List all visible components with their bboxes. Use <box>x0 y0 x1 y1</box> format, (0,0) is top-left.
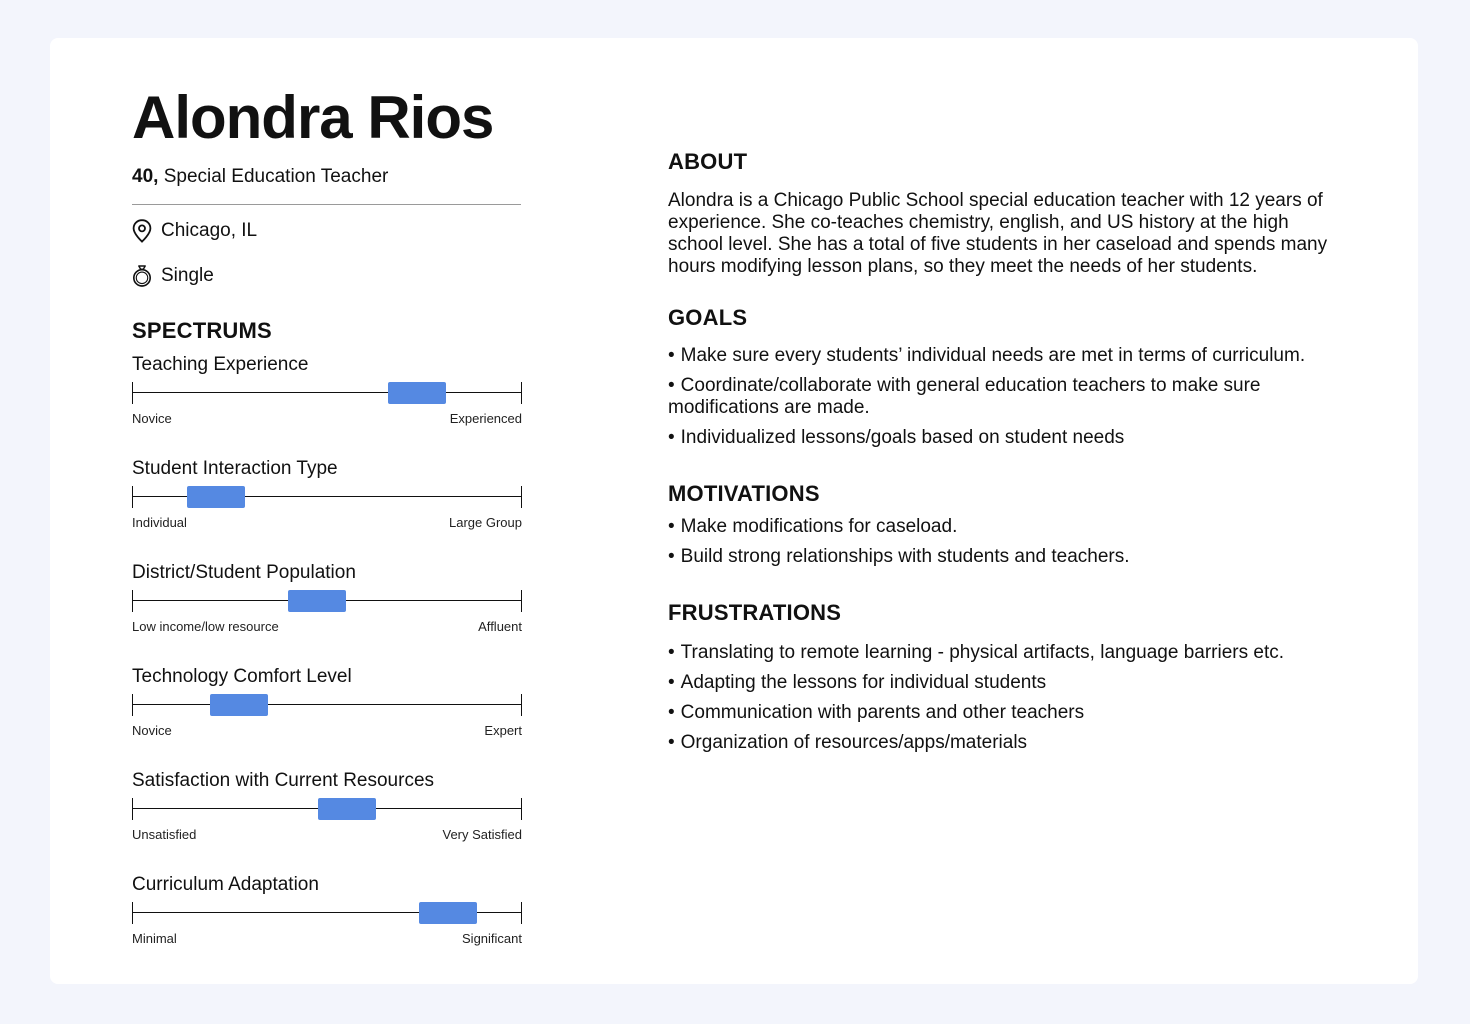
spectrum-track <box>132 798 522 820</box>
map-pin-icon <box>132 218 152 244</box>
spectrum-item <box>132 562 522 648</box>
goals-list <box>668 345 1338 457</box>
spectrum-right-label: Very Satisfied <box>442 827 522 842</box>
spectrum-track <box>132 486 522 508</box>
spectrum-left-label: Unsatisfied <box>132 827 197 842</box>
spectrum-tick-start <box>132 486 133 508</box>
about-title: ABOUT <box>668 149 748 174</box>
bullet-icon: • <box>668 672 675 693</box>
spectrum-ends <box>132 827 522 843</box>
spectrum-tick-end <box>521 486 522 508</box>
spectrum-ends <box>132 515 522 531</box>
location-row <box>132 218 257 244</box>
frustrations-item-text: Adapting the lessons for individual students <box>680 672 1047 693</box>
about-text: Alondra is a Chicago Public School special education teacher with 12 years of experience. She co-teaches chemistry, english, and US history at the high school level. She has a total of five students in her caseload and spends many hours modifying lesson plans, so they meet the needs of her students. <box>668 190 1328 277</box>
spectrum-left-label: Novice <box>132 723 172 738</box>
spectrum-item <box>132 458 522 544</box>
spectrum-item <box>132 770 522 856</box>
frustrations-item <box>668 732 1338 754</box>
status-text: Single <box>161 265 214 286</box>
spectrum-label: Satisfaction with Current Resources <box>132 770 435 791</box>
spectrum-ends <box>132 723 522 739</box>
goals-item-text: Individualized lessons/goals based on student needs <box>680 427 1125 448</box>
goals-item <box>668 427 1338 449</box>
frustrations-item <box>668 672 1338 694</box>
spectrum-marker <box>187 486 245 508</box>
spectrums-title: SPECTRUMS <box>132 318 272 343</box>
motivations-item-text: Make modifications for caseload. <box>680 516 958 537</box>
spectrum-left-label: Low income/low resource <box>132 619 279 634</box>
spectrum-tick-end <box>521 902 522 924</box>
spectrum-track <box>132 590 522 612</box>
spectrum-tick-start <box>132 694 133 716</box>
spectrum-marker <box>288 590 346 612</box>
spectrum-line <box>132 392 522 393</box>
spectrum-label: Student Interaction Type <box>132 458 338 479</box>
spectrum-item <box>132 354 522 440</box>
spectrum-label: District/Student Population <box>132 562 356 583</box>
spectrum-marker <box>388 382 446 404</box>
persona-subtitle <box>132 165 388 189</box>
motivations-item <box>668 516 1338 538</box>
spectrum-marker <box>419 902 477 924</box>
persona-age: 40, <box>132 166 159 187</box>
goals-title: GOALS <box>668 305 748 330</box>
spectrum-tick-start <box>132 902 133 924</box>
spectrum-label: Teaching Experience <box>132 354 309 375</box>
spectrum-right-label: Affluent <box>478 619 522 634</box>
spectrum-right-label: Large Group <box>449 515 522 530</box>
spectrum-marker <box>318 798 376 820</box>
motivations-title: MOTIVATIONS <box>668 481 820 506</box>
bullet-icon: • <box>668 345 675 366</box>
goals-item <box>668 345 1338 367</box>
spectrum-line <box>132 704 522 705</box>
spectrum-tick-end <box>521 382 522 404</box>
bullet-icon: • <box>668 375 675 396</box>
spectrum-ends <box>132 411 522 427</box>
spectrum-item <box>132 666 522 752</box>
spectrum-tick-end <box>521 590 522 612</box>
ring-icon <box>132 263 152 289</box>
frustrations-list <box>668 642 1338 762</box>
bullet-icon: • <box>668 702 675 723</box>
spectrum-marker <box>210 694 268 716</box>
bullet-icon: • <box>668 642 675 663</box>
spectrum-track <box>132 902 522 924</box>
spectrum-right-label: Expert <box>484 723 522 738</box>
persona-card <box>50 38 1418 984</box>
motivations-item <box>668 546 1338 568</box>
spectrum-item <box>132 874 522 960</box>
spectrum-tick-end <box>521 798 522 820</box>
spectrum-left-label: Individual <box>132 515 187 530</box>
spectrum-track <box>132 382 522 404</box>
goals-item-text: Make sure every students’ individual needs are met in terms of curriculum. <box>680 345 1306 366</box>
spectrum-tick-start <box>132 382 133 404</box>
spectrum-tick-end <box>521 694 522 716</box>
frustrations-item <box>668 702 1338 724</box>
spectrum-ends <box>132 619 522 635</box>
frustrations-item-text: Organization of resources/apps/materials <box>680 732 1028 753</box>
spectrum-track <box>132 694 522 716</box>
bullet-icon: • <box>668 427 675 448</box>
spectrum-right-label: Experienced <box>449 411 522 426</box>
spectrum-left-label: Novice <box>132 411 172 426</box>
goals-item <box>668 375 1338 419</box>
persona-name: Alondra Rios <box>132 84 494 151</box>
frustrations-item <box>668 642 1338 664</box>
spectrum-right-label: Significant <box>462 931 522 946</box>
status-row <box>132 263 214 289</box>
persona-role: Special Education Teacher <box>163 166 389 187</box>
bullet-icon: • <box>668 732 675 753</box>
motivations-item-text: Build strong relationships with students and teachers. <box>680 546 1130 567</box>
goals-item-text: Coordinate/collaborate with general education teachers to make sure modifications are made. <box>668 375 1261 418</box>
frustrations-item-text: Communication with parents and other teachers <box>680 702 1085 723</box>
frustrations-item-text: Translating to remote learning - physical artifacts, language barriers etc. <box>680 642 1285 663</box>
spectrum-left-label: Minimal <box>132 931 177 946</box>
bullet-icon: • <box>668 546 675 567</box>
spectrum-tick-start <box>132 590 133 612</box>
frustrations-title: FRUSTRATIONS <box>668 600 842 625</box>
location-text: Chicago, IL <box>161 220 258 241</box>
spectrum-ends <box>132 931 522 947</box>
spectrum-label: Technology Comfort Level <box>132 666 352 687</box>
motivations-list <box>668 516 1338 576</box>
divider <box>132 204 521 205</box>
spectrum-label: Curriculum Adaptation <box>132 874 319 895</box>
spectrum-tick-start <box>132 798 133 820</box>
bullet-icon: • <box>668 516 675 537</box>
